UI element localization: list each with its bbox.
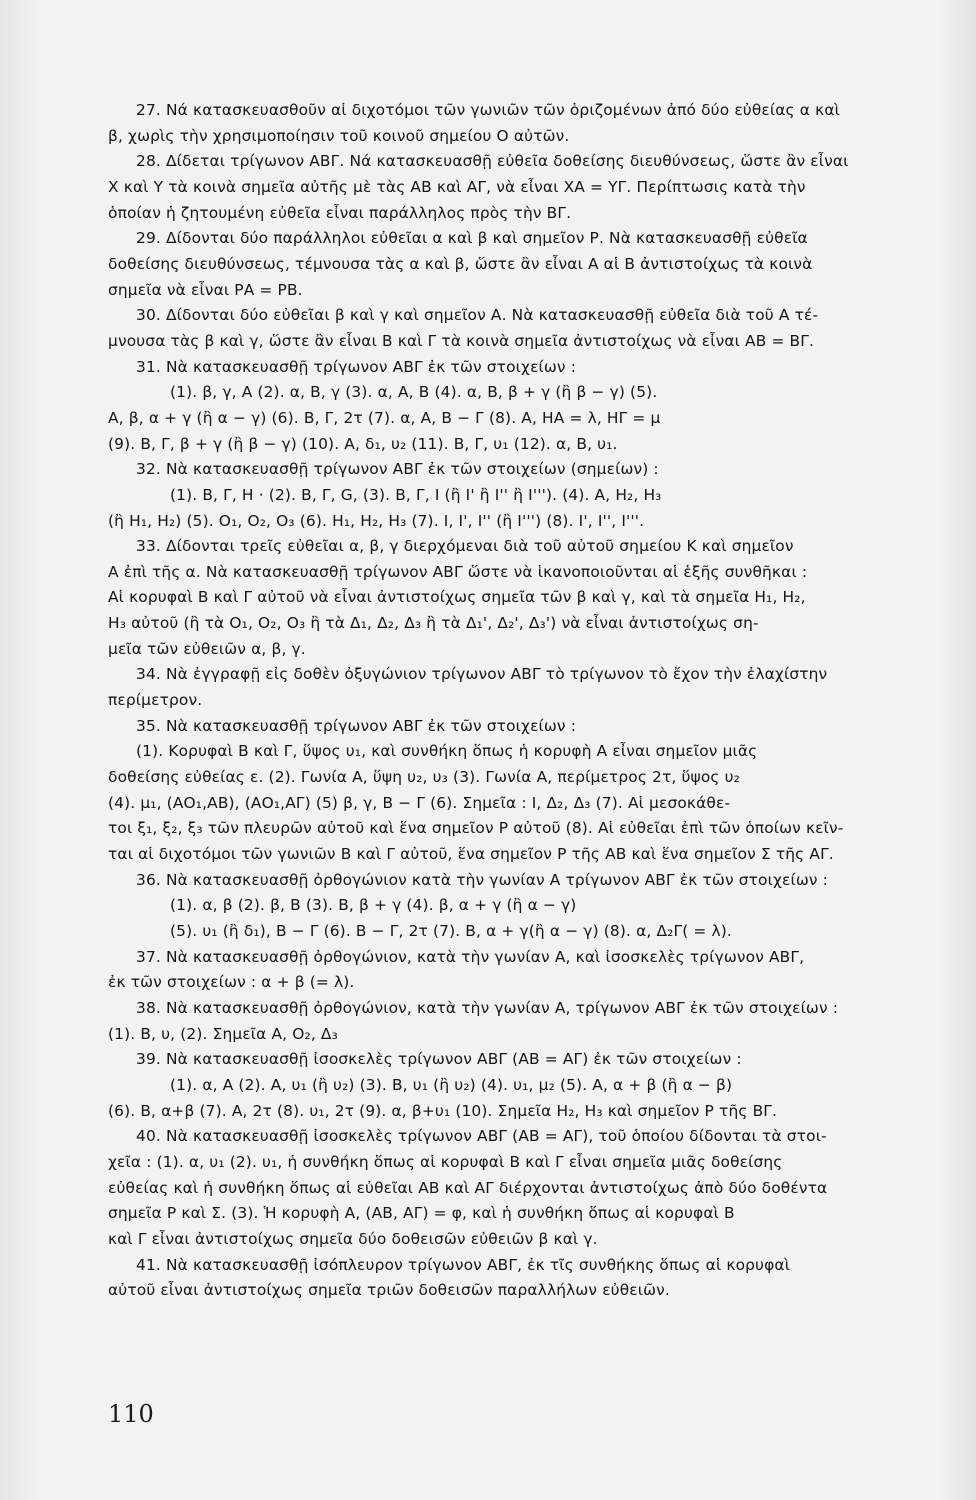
text-line: (9). Β, Γ, β + γ (ἢ β − γ) (10). Α, δ₁, υ₂ (11). Β, Γ, υ₁ (12). α, Β, υ₁.	[108, 434, 618, 453]
text-line: ται αἱ διχοτόμοι τῶν γωνιῶν Β καὶ Γ αὐτοῦ, ἕνα σημεῖον Ρ τῆς ΑΒ καὶ ἕνα σημεῖον Σ τῆς ΑΓ.	[108, 845, 834, 864]
page-number: 110	[108, 1400, 154, 1428]
text-line: (1). Β, Γ, Η · (2). Β, Γ, G, (3). Β, Γ, Ι (ἢ Ι' ἢ Ι'' ἢ Ι'''). (4). Α, Η₂, Η₃	[170, 485, 662, 504]
text-line: (1). α, Α (2). Α, υ₁ (ἢ υ₂) (3). Β, υ₁ (ἢ υ₂) (4). υ₁, μ₂ (5). Α, α + β (ἢ α − β)	[170, 1075, 733, 1094]
text-line: χεῖα : (1). α, υ₁ (2). υ₁, ἡ συνθήκη ὅπως αἱ κορυφαὶ Β καὶ Γ εἶναι σημεῖα μιᾶς δοθείσης	[108, 1152, 783, 1171]
text-line: Χ καὶ Υ τὰ κοινὰ σημεῖα αὐτῆς μὲ τὰς ΑΒ καὶ ΑΓ, νὰ εἶναι ΧΑ = ΥΓ. Περίπτωσις κατὰ τὴν	[108, 177, 806, 196]
text-line: Η₃ αὐτοῦ (ἢ τὰ Ο₁, Ο₂, Ο₃ ἢ τὰ Δ₁, Δ₂, Δ₃ ἢ τὰ Δ₁', Δ₂', Δ₃') νὰ εἶναι ἀντιστοίχως ση-	[108, 614, 759, 633]
text-line: 39. Νὰ κατασκευασθῇ ἰσοσκελὲς τρίγωνον ΑΒΓ (ΑΒ = ΑΓ) ἐκ τῶν στοιχείων :	[136, 1050, 742, 1069]
text-line: σημεῖα Ρ καὶ Σ. (3). Ἡ κορυφὴ Α, (ΑΒ, ΑΓ) = φ, καὶ ἡ συνθήκη ὅπως αἱ κορυφαὶ Β	[108, 1204, 735, 1223]
text-line: ὁποίαν ἡ ζητουμένη εὐθεῖα εἶναι παράλληλος πρὸς τὴν ΒΓ.	[108, 203, 572, 222]
text-line: (6). Β, α+β (7). Α, 2τ (8). υ₁, 2τ (9). α, β+υ₁ (10). Σημεῖα Η₂, Η₃ καὶ σημεῖον Ρ τῆς ΒΓ.	[108, 1101, 778, 1120]
text-line: 30. Δίδονται δύο εὐθεῖαι β καὶ γ καὶ σημεῖον Α. Νὰ κατασκευασθῇ εὐθεῖα διὰ τοῦ Α τέ-	[136, 306, 819, 325]
text-line: Α ἐπὶ τῆς α. Νὰ κατασκευασθῇ τρίγωνον ΑΒΓ ὥστε νὰ ἱκανοποιοῦνται αἱ ἑξῆς συνθῆκαι :	[108, 562, 808, 581]
text-line: (1). Κορυφαὶ Β καὶ Γ, ὕψος υ₁, καὶ συνθήκη ὅπως ἡ κορυφὴ Α εἶναι σημεῖον μιᾶς	[136, 742, 758, 761]
text-line: Α, β, α + γ (ἢ α − γ) (6). Β, Γ, 2τ (7). α, Α, Β − Γ (8). Α, ΗΑ = λ, ΗΓ = μ	[108, 408, 661, 427]
text-line: 29. Δίδονται δύο παράλληλοι εὐθεῖαι α καὶ β καὶ σημεῖον Ρ. Νὰ κατασκευασθῇ εὐθεῖα	[136, 229, 808, 248]
text-line: δοθείσης διευθύνσεως, τέμνουσα τὰς α καὶ β, ὥστε ἂν εἶναι Α αἱ Β ἀντιστοίχως τὰ κοινὰ	[108, 254, 813, 273]
exercise-text-block	[108, 98, 974, 1304]
text-line: 27. Νά κατασκευασθοῦν αἱ διχοτόμοι τῶν γωνιῶν τῶν ὁριζομένων ἀπό δύο εὐθείας α καὶ	[136, 101, 840, 119]
text-line: (4). μ₁, (ΑΟ₁,ΑΒ), (ΑΟ₁,ΑΓ) (5) β, γ, Β − Γ (6). Σημεῖα : Ι, Δ₂, Δ₃ (7). Αἱ μεσοκάθε-	[108, 793, 731, 812]
text-line: 40. Νὰ κατασκευασθῇ ἰσοσκελὲς τρίγωνον ΑΒΓ (ΑΒ = ΑΓ), τοῦ ὁποίου δίδονται τὰ στοι-	[136, 1127, 827, 1146]
text-line: 33. Δίδονται τρεῖς εὐθεῖαι α, β, γ διερχόμεναι διὰ τοῦ αὐτοῦ σημείου Κ καὶ σημεῖον	[136, 537, 794, 556]
text-line: β, χωρὶς τὴν χρησιμοποίησιν τοῦ κοινοῦ σημείου Ο αὐτῶν.	[108, 126, 570, 145]
text-line: μνουσα τὰς β καὶ γ, ὥστε ἂν εἶναι Β καὶ Γ τὰ κοινὰ σημεῖα ἀντιστοίχως νὰ εἶναι ΑΒ = ΒΓ.	[108, 331, 815, 350]
text-line: εὐθείας καὶ ἡ συνθήκη ὅπως αἱ εὐθεῖαι ΑΒ καὶ ΑΓ διέρχονται ἀντιστοίχως ἀπὸ δύο δοθέντα	[108, 1178, 828, 1197]
text-line: 34. Νὰ ἐγγραφῇ εἰς δοθὲν ὀξυγώνιον τρίγωνον ΑΒΓ τὸ τρίγωνον τὸ ἔχον τὴν ἐλαχίστην	[136, 665, 828, 684]
text-line: Αἱ κορυφαὶ Β καὶ Γ αὐτοῦ νὰ εἶναι ἀντιστοίχως σημεῖα τῶν β καὶ γ, καὶ τὰ σημεῖα Η₁, Η₂,	[108, 588, 806, 607]
text-line: 36. Νὰ κατασκευασθῇ ὀρθογώνιον κατὰ τὴν γωνίαν Α τρίγωνον ΑΒΓ ἐκ τῶν στοιχείων :	[136, 870, 829, 889]
text-line: 35. Νὰ κατασκευασθῇ τρίγωνον ΑΒΓ ἐκ τῶν στοιχείων :	[136, 716, 577, 735]
text-line: καὶ Γ εἶναι ἀντιστοίχως σημεῖα δύο δοθεισῶν εὐθειῶν β καὶ γ.	[108, 1229, 598, 1248]
text-line: 31. Νὰ κατασκευασθῇ τρίγωνον ΑΒΓ ἐκ τῶν στοιχείων :	[136, 357, 577, 376]
text-line: ἐκ τῶν στοιχείων : α + β (= λ).	[108, 973, 355, 992]
text-line: (1). Β, υ, (2). Σημεῖα Α, Ο₂, Δ₃	[108, 1024, 338, 1043]
text-line: σημεῖα νὰ εἶναι ΡΑ = ΡΒ.	[108, 280, 303, 299]
text-line: 37. Νὰ κατασκευασθῇ ὀρθογώνιον, κατὰ τὴν γωνίαν Α, καὶ ἰσοσκελὲς τρίγωνον ΑΒΓ,	[136, 947, 805, 966]
text-line: 41. Νὰ κατασκευασθῇ ἰσόπλευρον τρίγωνον ΑΒΓ, ἐκ τῖς συνθήκης ὅπως αἱ κορυφαὶ	[136, 1255, 791, 1274]
text-line: 32. Νὰ κατασκευασθῇ τρίγωνον ΑΒΓ ἐκ τῶν στοιχείων (σημείων) :	[136, 460, 659, 479]
text-line: περίμετρον.	[108, 691, 203, 710]
text-line: 38. Νὰ κατασκευασθῇ ὀρθογώνιον, κατὰ τὴν γωνίαν Α, τρίγωνον ΑΒΓ ἐκ τῶν στοιχείων :	[136, 998, 839, 1017]
text-line: (1). α, β (2). β, Β (3). Β, β + γ (4). β, α + γ (ἢ α − γ)	[170, 896, 577, 915]
text-line: μεῖα τῶν εὐθειῶν α, β, γ.	[108, 639, 306, 658]
text-line: (ἢ Η₁, Η₂) (5). Ο₁, Ο₂, Ο₃ (6). Η₁, Η₂, Η₃ (7). Ι, Ι', Ι'' (ἢ Ι''') (8). Ι', Ι'', Ι'''.	[108, 511, 645, 530]
text-line: αὐτοῦ εἶναι ἀντιστοίχως σημεῖα τριῶν δοθεισῶν παραλλήλων εὐθειῶν.	[108, 1281, 670, 1300]
text-line: (5). υ₁ (ἢ δ₁), Β − Γ (6). Β − Γ, 2τ (7). Β, α + γ(ἢ α − γ) (8). α, Δ₂Γ( = λ).	[170, 922, 732, 940]
text-line: 28. Δίδεται τρίγωνον ΑΒΓ. Νά κατασκευασθῇ εὐθεῖα δοθείσης διευθύνσεως, ὥστε ἂν εἶναι	[136, 152, 849, 171]
text-line: δοθείσης εὐθείας ε. (2). Γωνία Α, ὕψη υ₂, υ₃ (3). Γωνία Α, περίμετρος 2τ, ὕψος υ₂	[108, 768, 741, 787]
text-line: τοι ξ₁, ξ₂, ξ₃ τῶν πλευρῶν αὐτοῦ καὶ ἕνα σημεῖον Ρ αὐτοῦ (8). Αἱ εὐθεῖαι ἐπὶ τῶν ὁποίων κεῖν-	[108, 819, 844, 838]
text-line: (1). β, γ, Α (2). α, Β, γ (3). α, Α, Β (4). α, Β, β + γ (ἢ β − γ) (5).	[170, 383, 658, 402]
